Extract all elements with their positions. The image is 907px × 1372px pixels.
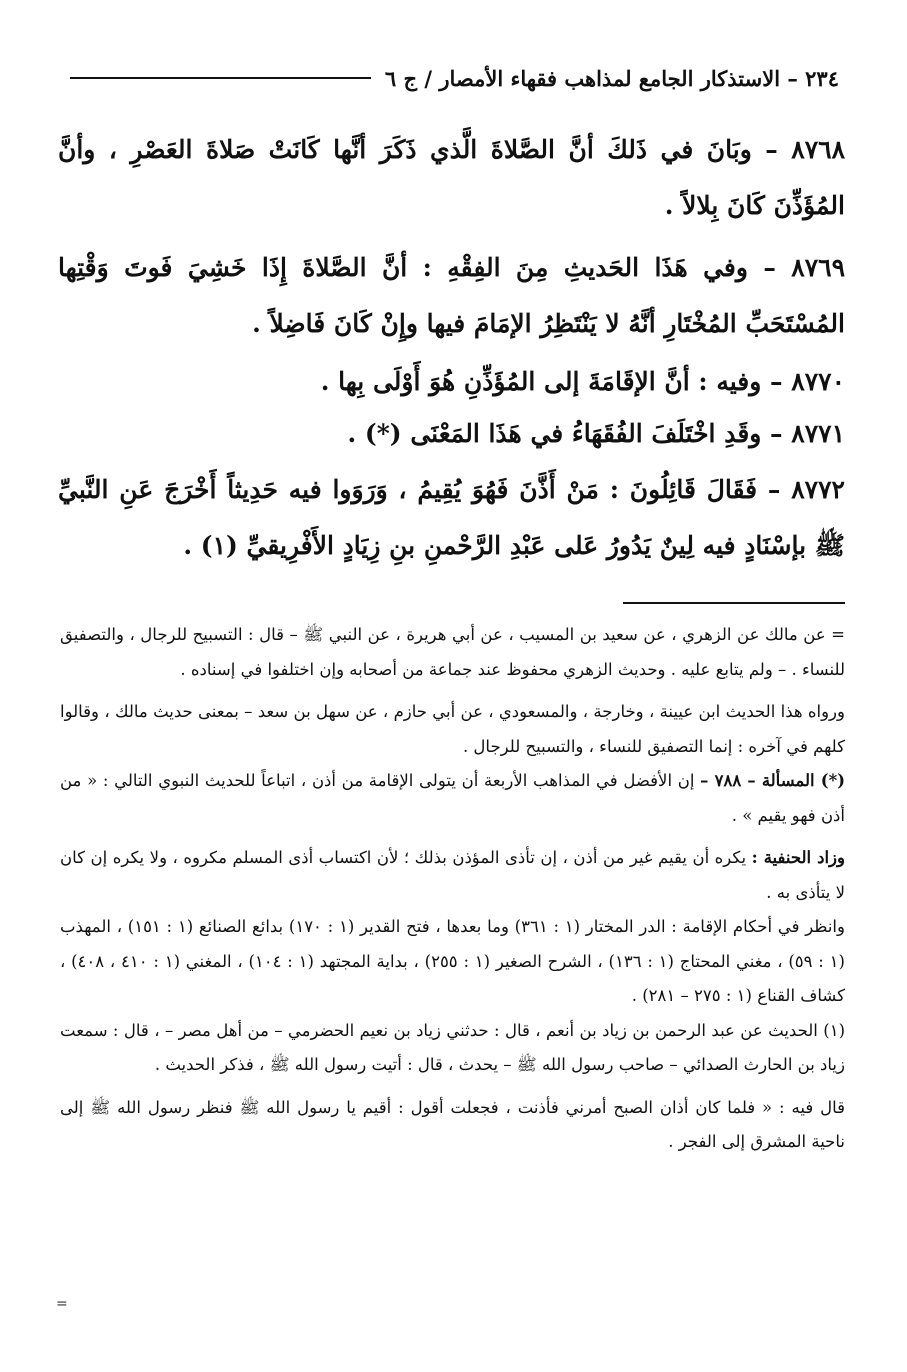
header-rule (70, 77, 371, 79)
footnote-text: إن الأفضل في المذاهب الأربعة أن يتولى الإقامة من أذن ، اتباعاً للحديث النبوي التالي : « من أذن فهو يقيم » . (60, 771, 845, 825)
paragraph-8772: ٨٧٧٢ – فَقَالَ قَائِلُونَ : مَنْ أَذَّنَ فَهُوَ يُقِيمُ ، وَرَوَوا فيه حَدِيثاً أَخْرَجَ عَنِ النَّبيِّ ﷺ بإسْنَادٍ فيه لِينٌ يَدُورُ عَلى عَبْدِ الرَّحْمنِ بنِ زِيَادٍ الأَفْرِيقيِّ (١) . (58, 475, 845, 560)
running-header (70, 60, 839, 96)
paragraph-text: وقَدِ اخْتَلَفَ الفُقَهَاءُ في هَذَا المَعْنَى (*) . (347, 419, 762, 448)
footnote-1: (١) الحديث عن عبد الرحمن بن زياد بن أنعم ، قال : حدثني زياد بن نعيم الحضرمي – من أهل مصر – ، قال : سمعت زياد بن الحارث الصدائي – صاحب رسول الله ﷺ – يحدث ، قال : أتيت رسول الله ﷺ ، فذكر الحديث . (60, 1020, 845, 1074)
footnote-issue-788 (60, 764, 845, 833)
main-text (58, 122, 845, 580)
footnote-hanafi (60, 841, 845, 910)
footnote-label: (*) المسألة – ٧٨٨ – (700, 771, 846, 790)
footnotes (60, 618, 845, 1160)
paragraph-8770: ٨٧٧٠ – وفيه : أنَّ الإقَامَةَ إلى المُؤَذِّنِ هُوَ أَوْلَى بِها . (320, 367, 845, 396)
paragraph-8768: ٨٧٦٨ – وبَانَ في ذَلكَ أنَّ الصَّلاةَ الَّذي ذَكَرَ أنَّها كَانَتْ صَلاةَ العَصْرِ ، وأنَّ المُؤَذِّنَ كَانَ بِلالاً . (58, 135, 845, 220)
footnote-1-continued: قال فيه : « فلما كان أذان الصبح أمرني فأذنت ، فجعلت أقول : أقيم يا رسول الله ﷺ فنظر رسول الله ﷺ إلى ناحية المشرق إلى الفجر . (60, 1097, 845, 1151)
paragraph-number: ٨٧٧١ (791, 419, 845, 448)
paragraph-number: ٨٧٧٢ (791, 475, 845, 504)
page-mark: = (56, 1296, 68, 1312)
footnote-text: يكره أن يقيم غير من أذن ، إن تأذى المؤذن بذلك ؛ لأن اكتساب أذى المسلم مكروه ، ولا يكره إن كان لا يتأذى به . (60, 848, 845, 902)
paragraph-number: ٨٧٦٩ (791, 253, 845, 282)
paragraph-text: فَقَالَ قَائِلُونَ : مَنْ أَذَّنَ فَهُوَ يُقِيمُ ، وَرَوَوا فيه حَدِيثاً أَخْرَجَ عَنِ النَّبيِّ ﷺ بإسْنَادٍ فيه لِينٌ يَدُورُ عَلى عَبْدِ الرَّحْمنِ بنِ زِيَادٍ الأَفْرِيقيِّ (١) . (58, 475, 845, 560)
paragraph-8769: ٨٧٦٩ – وفي هَذَا الحَديثِ مِنَ الفِقْهِ : أنَّ الصَّلاةَ إِذَا خَشِيَ فَوتَ وَقْتِها المُسْتَحَبِّ المُخْتَارِ أنَّهُ لا يَنْتَظِرُ الإمَامَ فيها وإِنْ كَانَ فَاضِلاً . (58, 253, 845, 338)
footnote-continuation: = عن مالك عن الزهري ، عن سعيد بن المسيب ، عن أبي هريرة ، عن النبي ﷺ – قال : التسبيح للرجال ، والتصفيق للنساء . – ولم يتابع عليه . وحديث الزهري محفوظ عند جماعة من أصحابه وإن اختلفوا في إسناده . (60, 625, 845, 679)
paragraph-number: ٨٧٧٠ (791, 367, 845, 396)
paragraph-text: وبَانَ في ذَلكَ أنَّ الصَّلاةَ الَّذي ذَكَرَ أنَّها كَانَتْ صَلاةَ العَصْرِ ، وأنَّ المُؤَذِّنَ كَانَ بِلالاً . (58, 135, 845, 220)
paragraph-number: ٨٧٦٨ (791, 135, 845, 164)
footnote-references: وانظر في أحكام الإقامة : الدر المختار (١ : ٣٦١) وما بعدها ، فتح القدير (١ : ١٧٠) بدائع الصنائع (١ : ١٥١) ، المهذب (١ : ٥٩) ، مغني المحتاج (١ : ١٣٦) ، الشرح الصغير (١ : ٢٥٥) ، بداية المجتهد (١ : ١٠٤) ، المغني (١ : ٤١٠ ، ٤٠٨) ، كشاف القناع (١ : ٢٧٥ – ٢٨١) . (60, 917, 845, 1005)
paragraph-8771: ٨٧٧١ – وقَدِ اخْتَلَفَ الفُقَهَاءُ في هَذَا المَعْنَى (*) . (347, 419, 845, 448)
footnote-label: وزاد الحنفية : (751, 848, 845, 867)
paragraph-text: وفيه : أنَّ الإقَامَةَ إلى المُؤَذِّنِ هُوَ أَوْلَى بِها . (320, 367, 762, 396)
paragraph-text: وفي هَذَا الحَديثِ مِنَ الفِقْهِ : أنَّ الصَّلاةَ إِذَا خَشِيَ فَوتَ وَقْتِها المُسْتَحَبِّ المُخْتَارِ أنَّهُ لا يَنْتَظِرُ الإمَامَ فيها وإِنْ كَانَ فَاضِلاً . (58, 253, 845, 338)
footnote-paragraph: ورواه هذا الحديث ابن عيينة ، وخارجة ، والمسعودي ، عن أبي حازم ، عن سهل بن سعد – بمعنى حديث مالك ، وقالوا كلهم في آخره : إنما التصفيق للنساء ، والتسبيح للرجال . (60, 702, 845, 756)
header-title: ٢٣٤ – الاستذكار الجامع لمذاهب فقهاء الأمصار / ج ٦ (384, 65, 839, 91)
footnote-separator (623, 602, 845, 604)
